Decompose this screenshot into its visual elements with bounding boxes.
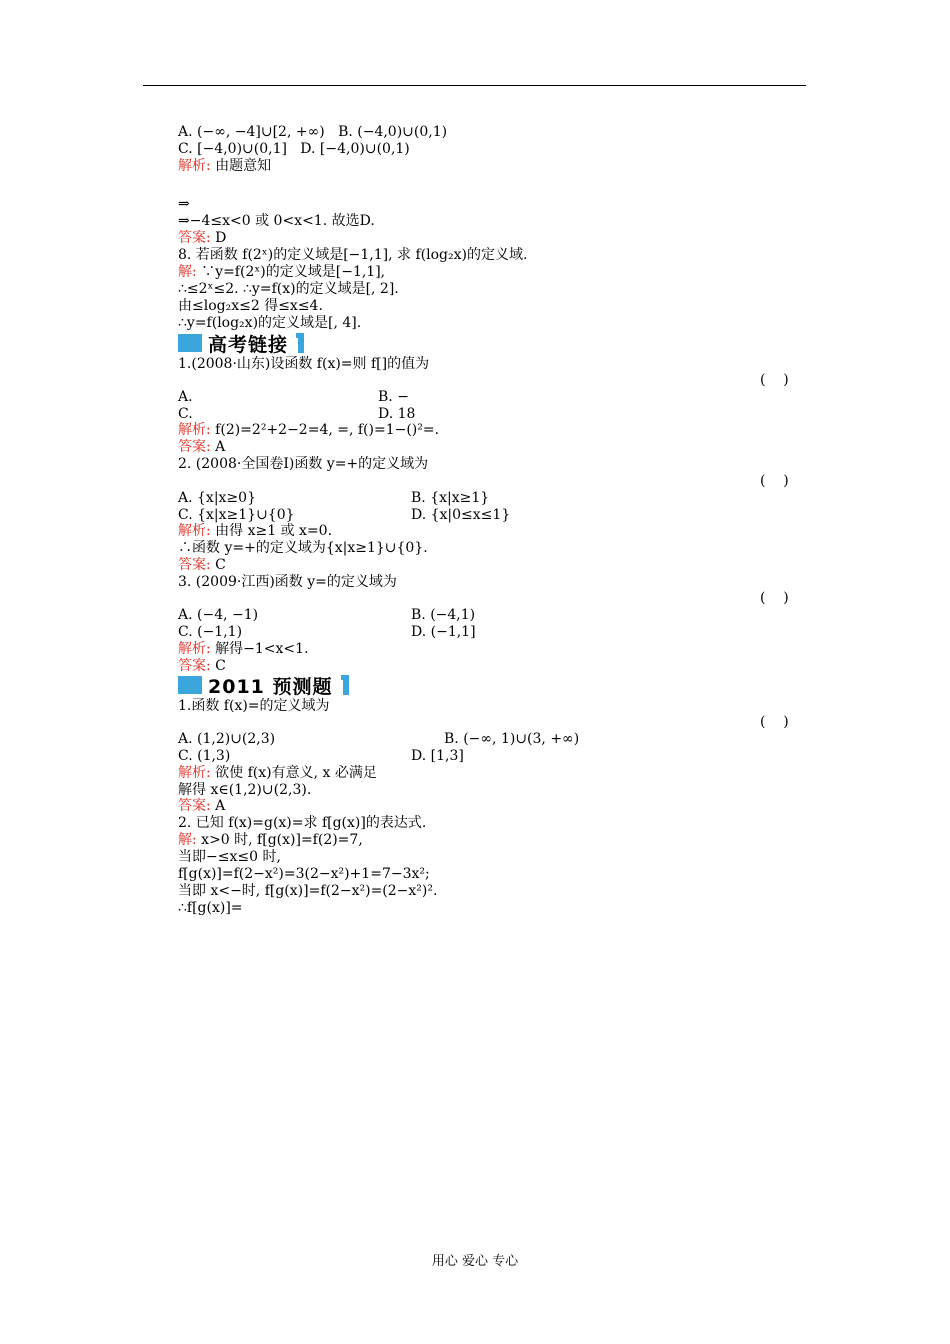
section-mark-icon: [296, 333, 304, 353]
analysis-line: [178, 158, 271, 174]
solution-line: ∴f[g(x)]=: [178, 900, 243, 916]
derivation-line: ⇒−4≤x<0 或 0<x<1. 故选D.: [178, 213, 375, 229]
option-a: A. (1,2)∪(2,3): [178, 731, 276, 747]
answer-line: [178, 557, 226, 573]
analysis-line: [178, 422, 439, 438]
solution-text: x>0 时, f[g(x)]=f(2)=7,: [196, 832, 363, 848]
analysis-line: 解得 x∈(1,2)∪(2,3).: [178, 782, 312, 798]
option-b: B. (−4,1): [411, 607, 476, 623]
question-1: 1.函数 f(x)=的定义域为: [178, 698, 330, 714]
analysis-label: 解析:: [178, 422, 211, 438]
answer-paren: ( ): [760, 372, 789, 388]
answer-label: 答案:: [178, 557, 211, 573]
answer-label: 答案:: [178, 798, 211, 814]
analysis-text: f(2)=2²+2−2=4, =, f()=1−()²=.: [210, 422, 440, 438]
section-header-prediction: [178, 673, 349, 697]
answer-label: 答案:: [178, 230, 211, 246]
option-b: B. (−∞, 1)∪(3, +∞): [444, 731, 580, 747]
answer-text: D: [210, 230, 227, 246]
option-a: A. {x|x≥0}: [178, 490, 256, 506]
option-d: D. 18: [378, 406, 416, 422]
solution-line: 由≤log₂x≤2 得≤x≤4.: [178, 298, 323, 314]
answer-line: [178, 230, 226, 246]
analysis-line: [178, 765, 377, 781]
option-c: C. {x|x≥1}∪{0}: [178, 507, 295, 523]
option-a: A. (−4, −1): [178, 607, 259, 623]
analysis-text: 解得−1<x<1.: [210, 641, 309, 657]
question-8: 8. 若函数 f(2ˣ)的定义域是[−1,1], 求 f(log₂x)的定义域.: [178, 247, 528, 263]
solution-label: 解:: [178, 264, 197, 280]
analysis-text: 由题意知: [210, 158, 272, 174]
option-a: A.: [178, 389, 193, 405]
answer-paren: ( ): [760, 714, 789, 730]
option-d: D. (−1,1]: [411, 624, 476, 640]
option-c: C. (1,3): [178, 748, 231, 764]
section-header-gaokao: [178, 331, 304, 355]
analysis-label: 解析:: [178, 158, 211, 174]
section-square-icon: [178, 334, 202, 352]
section-mark-icon: [341, 675, 349, 695]
derivation-line: ⇒: [178, 196, 190, 212]
question-3: 3. (2009·江西)函数 y=的定义域为: [178, 574, 397, 590]
option-c: C. (−1,1): [178, 624, 243, 640]
option-d: D. {x|0≤x≤1}: [411, 507, 511, 523]
solution-line: [178, 264, 385, 280]
section-title: 高考链接: [208, 333, 289, 356]
option-b: B. −: [378, 389, 409, 405]
header-rule: [143, 85, 806, 86]
answer-label: 答案:: [178, 439, 211, 455]
analysis-line: [178, 641, 309, 657]
answer-label: 答案:: [178, 658, 211, 674]
answer-paren: ( ): [760, 473, 789, 489]
analysis-label: 解析:: [178, 523, 211, 539]
solution-line: f[g(x)]=f(2−x²)=3(2−x²)+1=7−3x²;: [178, 866, 430, 882]
option-c: C.: [178, 406, 193, 422]
answer-line: [178, 439, 225, 455]
analysis-line: [178, 523, 332, 539]
answer-text: C: [210, 658, 226, 674]
option-line: A. (−∞, −4]∪[2, +∞) B. (−4,0)∪(0,1): [178, 124, 448, 140]
option-d: D. [1,3]: [411, 748, 464, 764]
analysis-text: 欲使 f(x)有意义, x 必满足: [210, 765, 377, 781]
question-2: 2. (2008·全国卷Ⅰ)函数 y=+的定义域为: [178, 456, 429, 472]
section-title: 2011 预测题: [208, 675, 333, 698]
page-footer: 用心 爱心 专心: [431, 1254, 519, 1269]
solution-line: ∴y=f(log₂x)的定义域是[, 4].: [178, 315, 362, 331]
answer-text: A: [210, 439, 226, 455]
section-square-icon: [178, 676, 202, 694]
answer-text: C: [210, 557, 226, 573]
option-line: C. [−4,0)∪(0,1] D. [−4,0)∪(0,1): [178, 141, 410, 157]
analysis-label: 解析:: [178, 765, 211, 781]
analysis-line: ∴函数 y=+的定义域为{x|x≥1}∪{0}.: [178, 540, 428, 556]
solution-line: 当即−≤x≤0 时,: [178, 849, 281, 865]
solution-line: ∴≤2ˣ≤2. ∴y=f(x)的定义域是[, 2].: [178, 281, 399, 297]
option-b: B. {x|x≥1}: [411, 490, 490, 506]
question-1: 1.(2008·山东)设函数 f(x)=则 f[]的值为: [178, 356, 430, 372]
analysis-text: 由得 x≥1 或 x=0.: [210, 523, 333, 539]
solution-line: [178, 832, 363, 848]
answer-text: A: [210, 798, 226, 814]
solution-line: 当即 x<−时, f[g(x)]=f(2−x²)=(2−x²)².: [178, 883, 438, 899]
answer-paren: ( ): [760, 590, 789, 606]
analysis-label: 解析:: [178, 641, 211, 657]
solution-label: 解:: [178, 832, 197, 848]
question-2: 2. 已知 f(x)=g(x)=求 f[g(x)]的表达式.: [178, 815, 427, 831]
solution-text: ∵y=f(2ˣ)的定义域是[−1,1],: [196, 264, 386, 280]
answer-line: [178, 798, 225, 814]
